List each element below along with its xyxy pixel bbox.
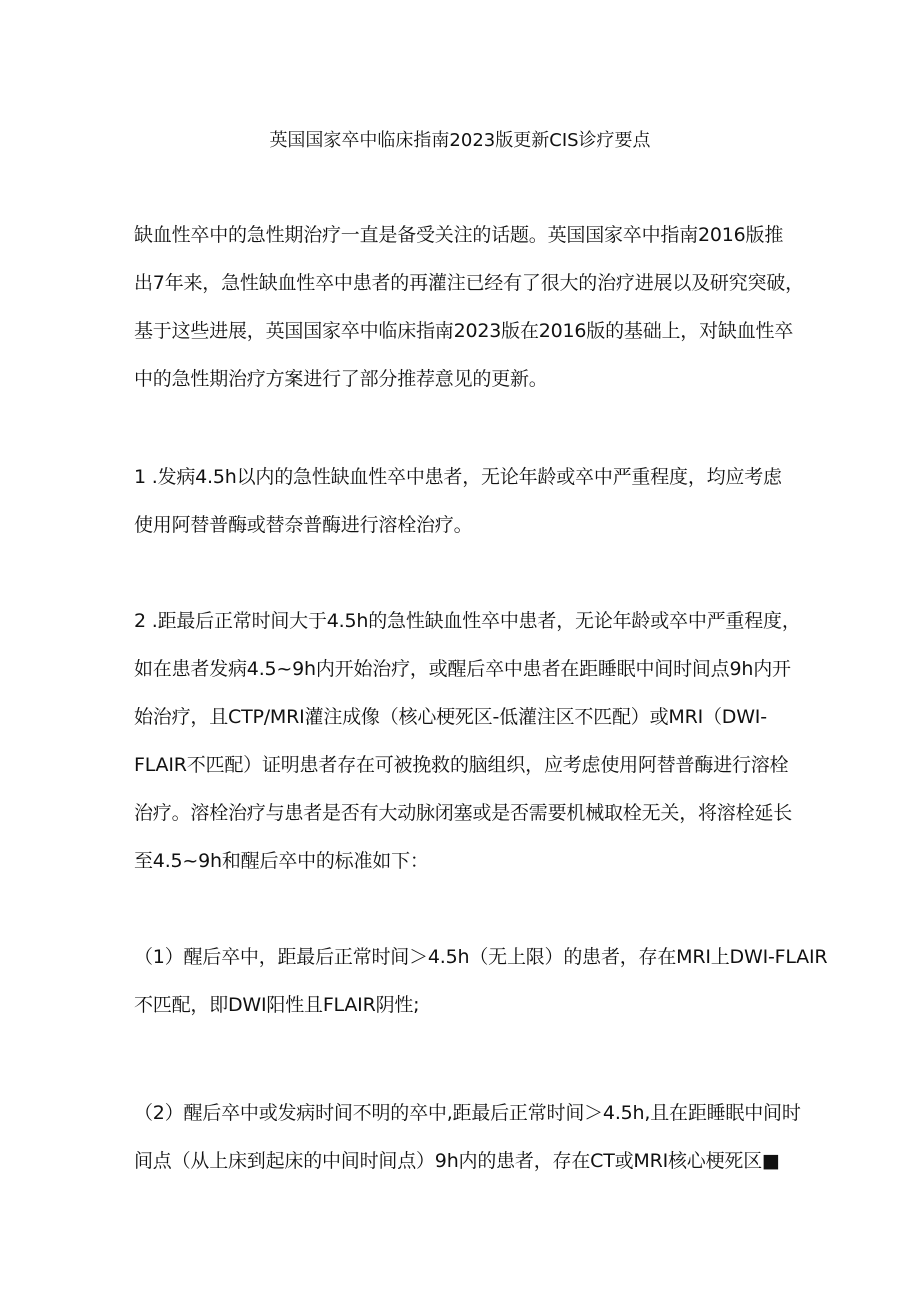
- text-line: 不匹配，即DWI阳性且FLAIR阴性;: [134, 994, 420, 1016]
- text-line: （1）醒后卒中，距最后正常时间＞4.5h（无上限）的患者，存在MRI上DWI-FLAIR: [134, 946, 828, 968]
- text-line: 出7年来，急性缺血性卒中患者的再灌注已经有了很大的治疗进展以及研究突破，: [134, 272, 804, 294]
- text-line: 2 .距最后正常时间大于4.5h的急性缺血性卒中患者，无论年龄或卒中严重程度，: [134, 610, 801, 632]
- text-line: FLAIR不匹配）证明患者存在可被挽救的脑组织，应考虑使用阿替普酶进行溶栓: [134, 754, 789, 776]
- recommendation-2: [134, 597, 814, 885]
- criterion-1: [134, 933, 828, 1029]
- recommendation-1: [134, 453, 814, 549]
- text-line: （2）醒后卒中或发病时间不明的卒中,距最后正常时间＞4.5h,且在距睡眠中间时: [134, 1102, 801, 1124]
- text-line: 缺血性卒中的急性期治疗一直是备受关注的话题。英国国家卒中指南2016版推: [134, 224, 784, 246]
- criterion-2: [134, 1089, 814, 1185]
- text-line: 如在患者发病4.5~9h内开始治疗，或醒后卒中患者在距睡眠中间时间点9h内开: [134, 658, 791, 680]
- text-line: 使用阿替普酶或替奈普酶进行溶栓治疗。: [134, 514, 473, 536]
- text-line: 间点（从上床到起床的中间时间点）9h内的患者，存在CT或MRI核心梗死区■: [134, 1150, 780, 1172]
- text-line: 1 .发病4.5h以内的急性缺血性卒中患者，无论年龄或卒中严重程度，均应考虑: [134, 466, 782, 488]
- text-line: 始治疗，且CTP/MRI灌注成像（核心梗死区-低灌注区不匹配）或MRI（DWI-: [134, 706, 767, 728]
- text-line: 中的急性期治疗方案进行了部分推荐意见的更新。: [134, 368, 548, 390]
- text-line: 治疗。溶栓治疗与患者是否有大动脉闭塞或是否需要机械取栓无关，将溶栓延长: [134, 802, 793, 824]
- text-line: 基于这些进展，英国国家卒中临床指南2023版在2016版的基础上，对缺血性卒: [134, 320, 794, 342]
- document-title: 英国国家卒中临床指南2023版更新CIS诊疗要点: [269, 130, 651, 151]
- intro-paragraph: [134, 211, 814, 403]
- text-line: 至4.5~9h和醒后卒中的标准如下：: [134, 850, 429, 872]
